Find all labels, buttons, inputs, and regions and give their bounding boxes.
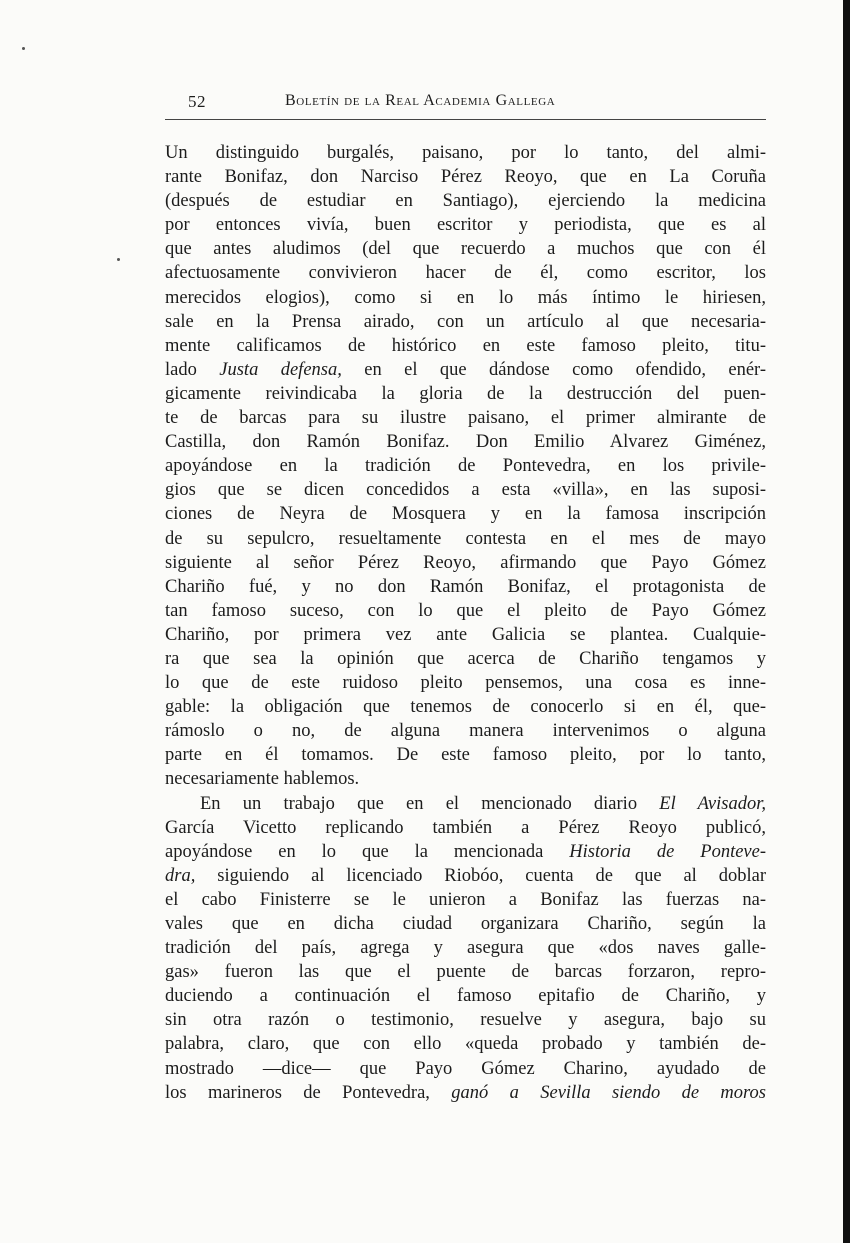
text-line — [165, 623, 766, 647]
text-segment: lo que de este ruidoso pleito pensemos, una cosa es inne- — [165, 673, 766, 694]
italic-text: dra, — [165, 865, 196, 886]
text-segment: necesariamente hablemos. — [165, 769, 360, 790]
text-line — [165, 695, 766, 719]
text-segment: siguiente al señor Pérez Reoyo, afirmando que Payo Gómez — [165, 552, 766, 573]
text-line — [165, 527, 766, 551]
text-segment: parte en él tomamos. De este famoso pleito, por lo tanto, — [165, 745, 766, 766]
text-line — [165, 165, 766, 189]
text-segment: de su sepulcro, resueltamente contesta en el mes de mayo — [165, 528, 766, 549]
paragraph — [165, 141, 766, 792]
text-segment: mente calificamos de histórico en este famoso pleito, titu- — [165, 335, 766, 356]
text-line — [165, 767, 766, 791]
paragraph — [165, 792, 766, 1105]
text-line — [165, 237, 766, 261]
text-segment: gios que se dicen concedidos a esta «villa», en las suposi- — [165, 480, 766, 501]
text-line — [165, 743, 766, 767]
text-line — [165, 358, 766, 382]
text-line — [165, 864, 766, 888]
text-line — [165, 719, 766, 743]
text-segment: los marineros de Pontevedra, — [165, 1082, 452, 1103]
text-line — [165, 599, 766, 623]
text-segment: ciones de Neyra de Mosquera y en la famosa inscripción — [165, 504, 766, 525]
text-line — [165, 551, 766, 575]
text-line — [165, 454, 766, 478]
text-line — [165, 478, 766, 502]
text-line — [165, 1008, 766, 1032]
scan-speck — [22, 47, 25, 50]
text-segment: sale en la Prensa airado, con un artículo al que necesaria- — [165, 311, 766, 332]
text-segment: gicamente reivindicaba la gloria de la destrucción del puen- — [165, 383, 766, 404]
body-text — [165, 141, 766, 1105]
text-line — [165, 189, 766, 213]
text-segment: palabra, claro, que con ello «queda probado y también de- — [165, 1034, 766, 1055]
scan-speck — [117, 258, 120, 261]
text-segment: te de barcas para su ilustre paisano, el primer almirante de — [165, 408, 766, 429]
running-title: Boletín de la Real Academia Gallega — [285, 92, 556, 109]
text-line — [165, 213, 766, 237]
text-line — [165, 502, 766, 526]
text-line — [165, 936, 766, 960]
text-segment: por entonces vivía, buen escritor y periodista, que es al — [165, 215, 766, 236]
text-segment: apoyándose en lo que la mencionada — [165, 841, 570, 862]
italic-text: Justa defensa, — [219, 359, 342, 380]
text-line — [165, 671, 766, 695]
text-line — [165, 840, 766, 864]
text-segment: ra que sea la opinión que acerca de Chariño tengamos y — [165, 648, 766, 669]
text-line — [165, 816, 766, 840]
text-segment: Chariño fué, y no don Ramón Bonifaz, el protagonista de — [165, 576, 766, 597]
text-segment: siguiendo al licenciado Riobóo, cuenta de que al doblar — [195, 865, 766, 886]
italic-text: ganó a Sevilla siendo de moros — [451, 1082, 766, 1103]
text-segment: afectuosamente convivieron hacer de él, como escritor, los — [165, 263, 766, 284]
italic-text: El Avisador, — [659, 793, 766, 814]
text-segment: en el que dándose como ofendido, enér- — [341, 359, 766, 380]
text-line — [165, 334, 766, 358]
text-segment: En un trabajo que en el mencionado diario — [200, 793, 660, 814]
text-line — [165, 430, 766, 454]
italic-text: Historia de Ponteve- — [569, 841, 766, 862]
page-number: 52 — [188, 92, 206, 111]
text-segment: García Vicetto replicando también a Pérez Reoyo publicó, — [165, 817, 766, 838]
text-segment: rámoslo o no, de alguna manera intervenimos o alguna — [165, 721, 766, 742]
text-line — [165, 984, 766, 1008]
text-segment: lado — [165, 359, 220, 380]
text-segment: rante Bonifaz, don Narciso Pérez Reoyo, que en La Coruña — [165, 167, 766, 188]
text-line — [165, 912, 766, 936]
text-segment: vales que en dicha ciudad organizara Chariño, según la — [165, 914, 766, 934]
text-line — [165, 1057, 766, 1081]
text-segment: (después de estudiar en Santiago), ejerciendo la medicina — [165, 191, 766, 212]
text-line — [165, 575, 766, 599]
text-segment: tan famoso suceso, con lo que el pleito de Payo Gómez — [165, 600, 766, 621]
text-segment: gas» fueron las que el puente de barcas forzaron, repro- — [165, 962, 766, 983]
header-rule — [165, 119, 766, 120]
text-segment: tradición del país, agrega y asegura que «dos naves galle- — [165, 938, 766, 959]
text-line — [165, 1032, 766, 1056]
text-line — [165, 792, 766, 816]
text-line — [165, 1081, 766, 1105]
text-segment: sin otra razón o testimonio, resuelve y asegura, bajo su — [165, 1010, 766, 1031]
text-segment: duciendo a continuación el famoso epitafio de Chariño, y — [165, 986, 766, 1007]
text-segment: merecidos elogios), como si en lo más íntimo le hiriesen, — [165, 287, 766, 308]
page-header — [183, 92, 766, 116]
text-segment: Castilla, don Ramón Bonifaz. Don Emilio Alvarez Giménez, — [165, 432, 766, 453]
text-segment: que antes aludimos (del que recuerdo a muchos que con él — [165, 239, 766, 260]
text-line — [165, 647, 766, 671]
text-segment: Chariño, por primera vez ante Galicia se plantea. Cualquie- — [165, 624, 766, 645]
text-line — [165, 261, 766, 285]
text-line — [165, 310, 766, 334]
text-segment: gable: la obligación que tenemos de conocerlo si en él, que- — [165, 697, 766, 718]
text-line — [165, 382, 766, 406]
page-edge-shadow — [843, 0, 850, 1243]
text-line — [165, 888, 766, 912]
text-line — [165, 406, 766, 430]
text-line — [165, 960, 766, 984]
text-line — [165, 141, 766, 165]
text-segment: el cabo Finisterre se le unieron a Bonifaz las fuerzas na- — [165, 889, 766, 910]
text-line — [165, 286, 766, 310]
text-segment: Un distinguido burgalés, paisano, por lo tanto, del almi- — [165, 143, 766, 163]
text-segment: apoyándose en la tradición de Pontevedra, en los privile- — [165, 456, 766, 477]
text-segment: mostrado —dice— que Payo Gómez Charino, ayudado de — [165, 1058, 766, 1079]
